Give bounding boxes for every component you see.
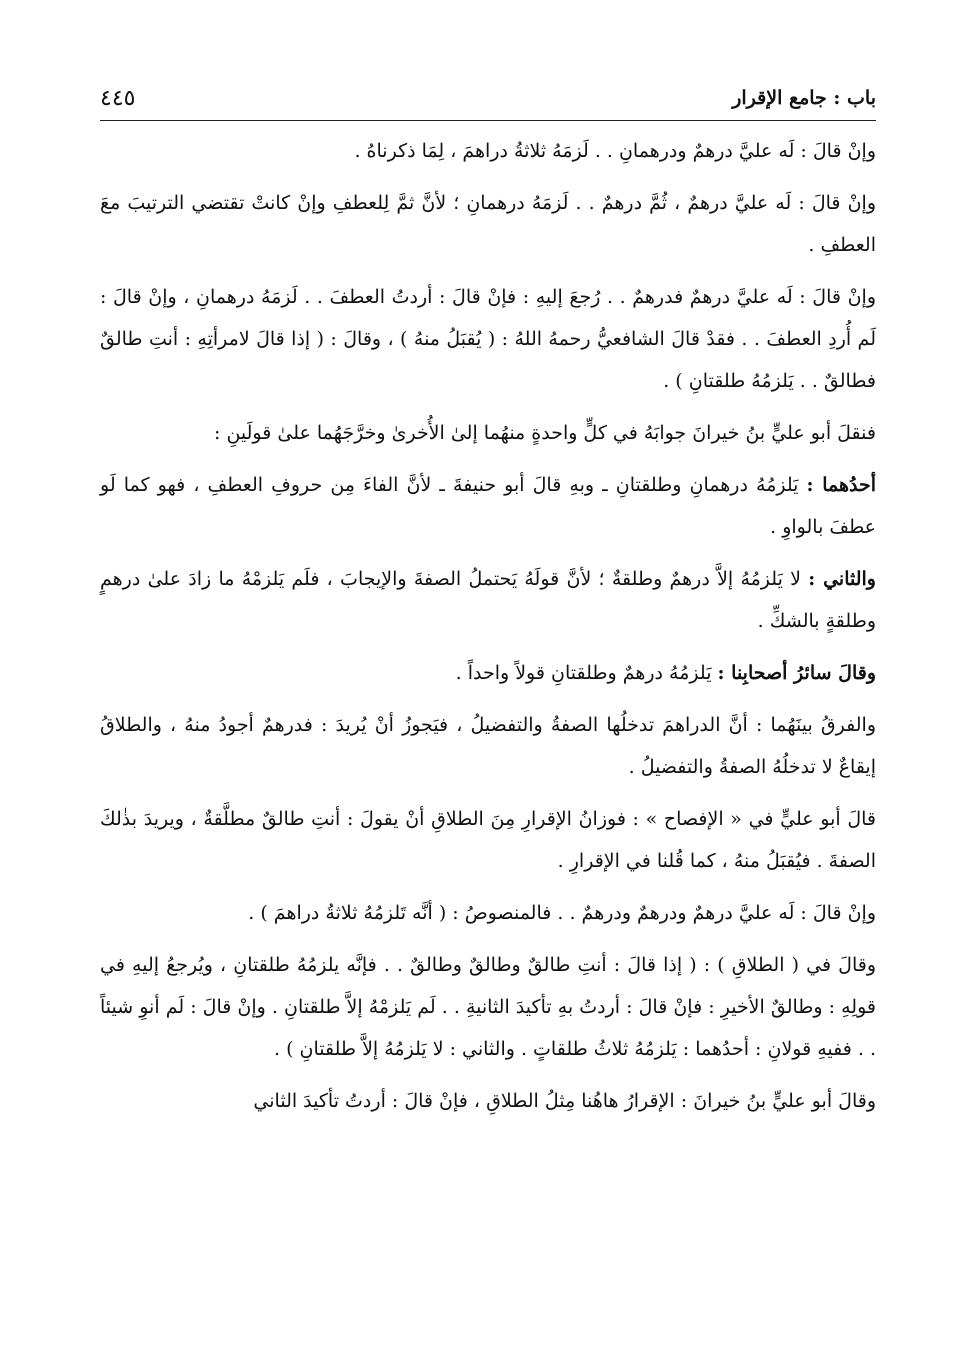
paragraph-text: يَلزمُهُ درهمٌ وطلقتانِ قولاً واحداً .	[455, 662, 712, 684]
paragraph-text: يَلزمُهُ درهمانِ وطلقتانِ ـ وبهِ قالَ أبو حنيفةَ ـ لأنَّ الفاءَ مِن حروفِ العطفِ ، فهو كما لَو عطفَ بالواوِ .	[100, 474, 876, 538]
paragraph	[100, 412, 876, 454]
paragraph	[100, 1080, 876, 1122]
paragraph-text: لا يَلزمُهُ إلاَّ درهمٌ وطلقةٌ ؛ لأنَّ قولَهُ يَحتملُ الصفةَ والإيجابَ ، فلَم يَلزمْهُ ما زادَ علىٰ درهمٍ وطلقةٍ بالشكِّ .	[100, 568, 876, 632]
paragraph-text: وقالَ أبو عليٍّ بنُ خيرانَ : الإقرارُ هاهُنا مِثلُ الطلاقِ ، فإنْ قالَ : أردتُ تأكيدَ الثاني	[253, 1090, 876, 1112]
paragraph	[100, 130, 876, 172]
paragraph-text: وقالَ في ( الطلاقِ ) : ( إذا قالَ : أنتِ طالقٌ وطالقٌ وطالقٌ . . فإنَّه يلزمُهُ طلقتانِ ، ويُرجعُ إليهِ في قولِهِ : وطالقٌ الأخيرِ : فإنْ قالَ : أردتُ بهِ تأكيدَ الثانيةِ . . لَم يَلزمْهُ إلاَّ طلقتانِ . وإنْ قالَ : لَم أنوِ شيئاً . . ففيهِ قولانِ : أحدُهما : يَلزمُهُ ثلاثُ طلقاتٍ . والثاني : لا يَلزمُهُ إلاَّ طلقتانِ ) .	[100, 954, 876, 1060]
paragraph-text: وإنْ قالَ : لَه عليَّ درهمٌ ، ثُمَّ درهمٌ . . لَزمَهُ درهمانِ ؛ لأنَّ ثمَّ لِلعطفِ وإنْ كانتْ تقتضي الترتيبَ معَ العطفِ .	[100, 192, 876, 256]
paragraph-lead: وقالَ سائرُ أصحابِنا :	[717, 662, 876, 684]
paragraph-text: وإنْ قالَ : لَه عليَّ درهمٌ ودرهمٌ ودرهمٌ . . فالمنصوصُ : ( أنَّه تَلزمُهُ ثلاثةُ دراهمَ ) .	[248, 902, 876, 924]
paragraph	[100, 182, 876, 266]
header-rule	[100, 120, 876, 121]
paragraph	[100, 652, 876, 694]
page-body	[100, 130, 876, 1122]
running-title: باب : جامع الإقرار	[732, 87, 876, 109]
paragraph	[100, 944, 876, 1070]
paragraph-lead: والثاني :	[808, 568, 876, 590]
paragraph-text: وإنْ قالَ : لَه عليَّ درهمٌ ودرهمانِ . . لَزمَهُ ثلاثةُ دراهمَ ، لِمَا ذكرناهُ .	[354, 140, 876, 162]
paragraph-text: فنقلَ أبو عليٍّ بنُ خيرانَ جوابَهُ في كلٍّ واحدةٍ منهُما إلىٰ الأُخرىٰ وخرَّجَهُما علىٰ قولَينِ :	[214, 422, 876, 444]
paragraph	[100, 798, 876, 882]
page-header	[100, 78, 876, 118]
page-number: ٤٤٥	[100, 85, 136, 111]
paragraph-text: والفرقُ بينَهُما : أنَّ الدراهمَ تدخلُها الصفةُ والتفضيلُ ، فيَجوزُ أنْ يُريدَ : فدرهمٌ أجودُ منهُ ، والطلاقُ إيقاعٌ لا تدخلُهُ الصفةُ والتفضيلُ .	[100, 714, 876, 778]
paragraph	[100, 558, 876, 642]
paragraph	[100, 892, 876, 934]
paragraph	[100, 464, 876, 548]
paragraph-text: قالَ أبو عليٍّ في « الإفصاح » : فوزانُ الإقرارِ مِنَ الطلاقِ أنْ يقولَ : أنتِ طالقٌ مطلَّقةٌ ، ويريدَ بذٰلكَ الصفةَ . فيُقبَلُ منهُ ، كما قُلنا في الإقرارِ .	[100, 808, 876, 872]
paragraph-text: وإنْ قالَ : لَه عليَّ درهمٌ فدرهمٌ . . رُجعَ إليهِ : فإنْ قالَ : أردتُ العطفَ . . لَزمَهُ درهمانِ ، وإنْ قالَ : لَم أُردِ العطفَ . . فقدْ قالَ الشافعيُّ رحمهُ اللهُ : ( يُقبَلُ منهُ ) ، وقالَ : ( إذا قالَ لامرأتِهِ : أنتِ طالقٌ فطالقٌ . . يَلزمُهُ طلقتانِ ) .	[100, 286, 876, 392]
paragraph	[100, 704, 876, 788]
paragraph-lead: أحدُهما :	[806, 474, 876, 496]
paragraph	[100, 276, 876, 402]
